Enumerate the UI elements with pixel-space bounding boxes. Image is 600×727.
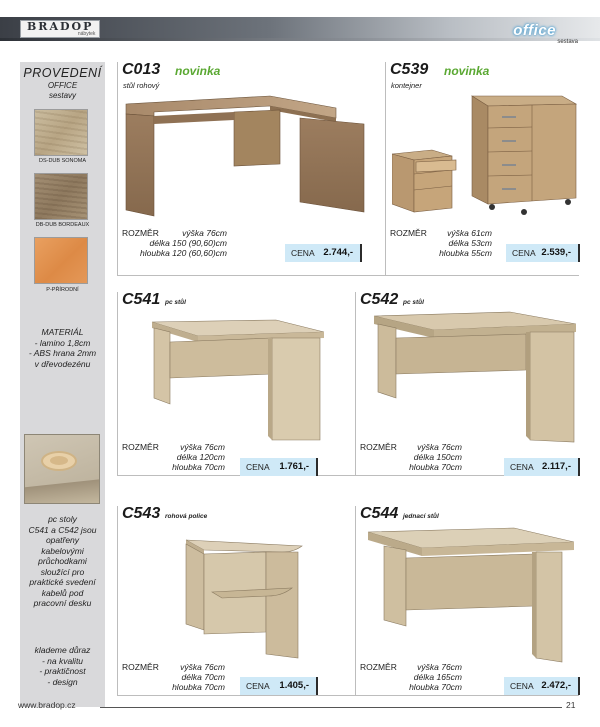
dimension-length: délka 150 (90,60)cm <box>149 238 227 248</box>
dimension-height: výška 76cm <box>180 662 225 672</box>
logo-subtext: nábytek <box>77 31 96 37</box>
dimensions-label: ROZMĚR <box>360 442 397 452</box>
product-dimensions <box>122 442 225 472</box>
price-value: 2.472,- <box>541 680 571 691</box>
product-code: C542 <box>360 291 399 308</box>
pc-desk-image <box>148 316 328 444</box>
product-name: kontejner <box>391 81 422 90</box>
quality-note <box>22 645 103 687</box>
material-line: - lamino 1,8cm <box>34 337 91 348</box>
sidebar-subtitle-line-1: OFFICE <box>47 81 78 90</box>
cable-note-line: sloužící pro <box>40 566 85 577</box>
swatch-label-dub-bordeaux: DB-DUB BORDEAUX <box>35 222 90 228</box>
swatch-label-prirodni: P-PŘÍRODNÍ <box>46 287 79 293</box>
page-number: 21 <box>566 700 576 710</box>
cable-note-line: pc stoly <box>48 514 77 524</box>
dimension-height: výška 61cm <box>447 228 492 238</box>
product-card-c544[interactable] <box>355 506 579 696</box>
finish-sidebar <box>20 62 105 707</box>
price-box <box>240 677 318 695</box>
product-dimensions <box>390 228 492 258</box>
new-badge: novinka <box>444 64 490 78</box>
corner-desk-image <box>124 86 382 218</box>
product-code: C013 <box>122 61 161 78</box>
footer-divider <box>100 707 562 708</box>
header-stripe <box>0 38 600 41</box>
price-label: CENA <box>291 248 315 258</box>
price-box <box>504 458 580 476</box>
dimension-height: výška 76cm <box>182 228 227 238</box>
material-line: MATERIÁL <box>41 327 84 337</box>
product-code: C543 <box>122 505 161 522</box>
collection-subtext: sestava <box>557 39 578 45</box>
product-name: stůl rohový <box>123 81 160 90</box>
price-label: CENA <box>512 248 536 258</box>
price-label: CENA <box>246 681 270 691</box>
dimension-height: výška 76cm <box>417 442 462 452</box>
cable-note-line: opatřeny <box>45 535 80 545</box>
dimension-depth: hloubka 70cm <box>409 462 462 472</box>
dimension-length: délka 120cm <box>176 452 225 462</box>
pc-desk-large-image <box>370 308 580 446</box>
product-code: C539 <box>390 61 429 78</box>
dimension-depth: hloubka 55cm <box>439 248 492 258</box>
product-name: pc stůl <box>403 299 424 306</box>
sidebar-subtitle <box>20 81 105 101</box>
dimensions-label: ROZMĚR <box>122 662 159 672</box>
sidebar-subtitle-line-2: sestavy <box>48 91 77 100</box>
price-box <box>506 244 580 262</box>
product-name: rohová police <box>165 513 208 520</box>
swatch-prirodni <box>34 237 88 284</box>
price-box <box>504 677 580 695</box>
corner-shelf-image <box>182 536 306 660</box>
cable-note-line: C541 a C542 jsou <box>28 524 97 535</box>
brand-logo[interactable] <box>20 20 100 38</box>
material-info <box>22 327 103 369</box>
price-box <box>285 244 362 262</box>
dimension-depth: hloubka 120 (60,60)cm <box>140 248 227 258</box>
price-label: CENA <box>510 462 534 472</box>
grommet-hole <box>50 456 68 465</box>
product-card-c541[interactable] <box>117 292 355 476</box>
dimension-length: délka 53cm <box>448 238 492 248</box>
price-value: 2.539,- <box>541 247 571 258</box>
swatch-dub-bordeaux <box>34 173 88 220</box>
price-value: 2.117,- <box>541 461 571 472</box>
price-label: CENA <box>510 681 534 691</box>
product-dimensions <box>122 662 225 692</box>
product-dimensions <box>360 662 462 692</box>
product-card-c539[interactable] <box>385 62 579 276</box>
cable-note-line: kabelů pod <box>41 587 84 598</box>
dimensions-label: ROZMĚR <box>360 662 397 672</box>
dimension-height: výška 76cm <box>417 662 462 672</box>
desk-edge <box>25 479 100 504</box>
material-line: - ABS hrana 2mm <box>28 348 97 358</box>
product-card-c543[interactable] <box>117 506 355 696</box>
product-dimensions <box>360 442 462 472</box>
product-card-c013[interactable] <box>117 62 385 276</box>
price-value: 1.761,- <box>279 461 309 472</box>
cable-note-line: průchodkami <box>38 556 87 566</box>
quality-note-line: - design <box>47 676 78 687</box>
container-image <box>392 90 578 218</box>
collection-mark: office <box>513 22 556 39</box>
quality-note-line: - na kvalitu <box>41 655 84 666</box>
dimension-length: délka 150cm <box>413 452 462 462</box>
cable-grommet-photo <box>24 434 100 504</box>
logo-text: BRADOP <box>27 20 94 33</box>
dimension-depth: hloubka 70cm <box>172 682 225 692</box>
product-name: pc stůl <box>165 299 186 306</box>
dimension-length: délka 70cm <box>181 672 225 682</box>
price-box <box>240 458 318 476</box>
swatch-label-dub-sonoma: DS-DUB SONOMA <box>38 158 87 164</box>
swatch-dub-sonoma <box>34 109 88 156</box>
product-code: C544 <box>360 505 399 522</box>
new-badge: novinka <box>175 64 221 78</box>
price-value: 1.405,- <box>279 680 309 691</box>
cable-note-line: pracovní desku <box>33 598 92 608</box>
material-line: v dřevodezénu <box>34 358 91 369</box>
price-value: 2.744,- <box>323 247 353 258</box>
quality-note-line: klademe důraz <box>34 645 91 655</box>
dimension-length: délka 165cm <box>413 672 462 682</box>
quality-note-line: - praktičnost <box>39 666 86 676</box>
dimension-depth: hloubka 70cm <box>409 682 462 692</box>
product-dimensions <box>122 228 227 258</box>
cable-note-line: praktické svedení <box>29 577 96 587</box>
dimensions-label: ROZMĚR <box>122 228 159 238</box>
dimension-depth: hloubka 70cm <box>172 462 225 472</box>
price-label: CENA <box>246 462 270 472</box>
dimensions-label: ROZMĚR <box>390 228 427 238</box>
cable-note <box>22 514 103 609</box>
meeting-table-image <box>364 524 578 664</box>
product-card-c542[interactable] <box>355 292 579 476</box>
footer-website-link[interactable]: www.bradop.cz <box>18 700 76 710</box>
dimension-height: výška 76cm <box>180 442 225 452</box>
product-name: jednací stůl <box>403 513 439 520</box>
product-code: C541 <box>122 291 161 308</box>
dimensions-label: ROZMĚR <box>122 442 159 452</box>
sidebar-title: PROVEDENÍ <box>23 66 102 80</box>
page-header <box>0 0 600 44</box>
cable-note-line: kabelovými <box>41 545 84 556</box>
